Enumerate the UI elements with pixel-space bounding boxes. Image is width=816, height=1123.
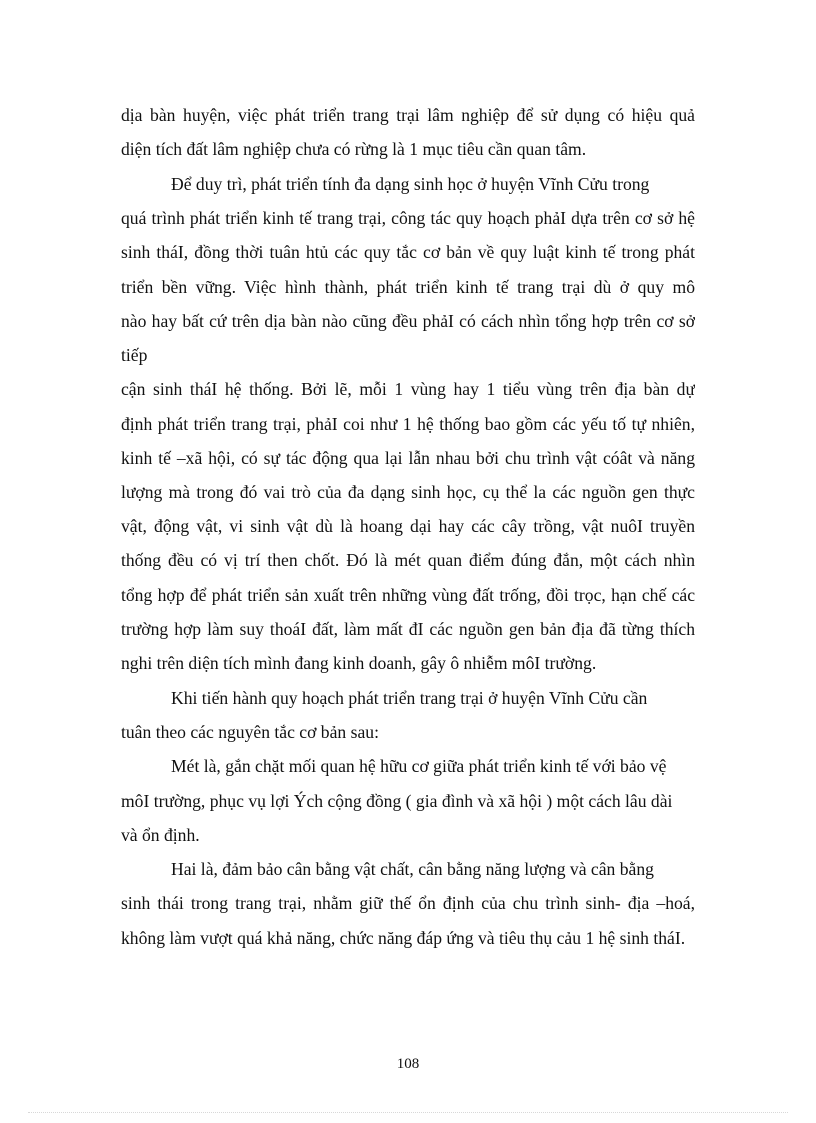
text-line: tổng hợp để phát triển sản xuất trên những vùng đất trống, đồi trọc, hạn chế các [121,585,695,605]
text-line: nghi trên diện tích mình đang kinh doanh, gây ô nhiễm môI trường. [121,653,597,673]
text-line: Khi tiến hành quy hoạch phát triển trang trại ở huyện Vĩnh Cửu cần [171,688,648,708]
text-line: sinh tháI, đồng thời tuân htủ các quy tắc cơ bản về quy luật kinh tế trong phát [121,242,695,262]
text-line: Mét là, gắn chặt mối quan hệ hữu cơ giữa phát triển kinh tế với bảo vệ [171,756,667,776]
text-line: Để duy trì, phát triển tính đa dạng sinh học ở huyện Vĩnh Cửu trong [171,174,650,194]
text-line: không làm vượt quá khả năng, chức năng đáp ứng và tiêu thụ cảu 1 hệ sinh tháI. [121,928,686,948]
text-line: thống đều có vị trí then chốt. Đó là mét quan điểm đúng đắn, một cách nhìn [121,550,695,570]
text-line: kinh tế –xã hội, có sự tác động qua lại lẫn nhau bởi chu trình vật cóât và năng [121,448,695,468]
text-line: lượng mà trong đó vai trò của đa dạng sinh học, cụ thể la các nguồn gen thực [121,482,695,502]
text-line: Hai là, đảm bảo cân bằng vật chất, cân bằng năng lượng và cân bằng [171,859,654,879]
text-line: định phát triển trang trại, phảI coi như 1 hệ thống bao gồm các yếu tố tự nhiên, [121,414,695,434]
text-line: sinh thái trong trang trại, nhằm giữ thế ổn định của chu trình sinh- địa –hoá, [121,893,695,913]
text-line: và ổn định. [121,825,200,845]
text-line: tiếp [121,345,148,365]
text-line: cận sinh tháI hệ thống. Bởi lẽ, mỗi 1 vùng hay 1 tiểu vùng trên địa bàn dự [121,379,695,399]
text-line: quá trình phát triển kinh tế trang trại, công tác quy hoạch phảI dựa trên cơ sở hệ [121,208,695,228]
text-line: tuân theo các nguyên tắc cơ bản sau: [121,722,379,742]
page-number: 108 [396,1056,420,1072]
bottom-divider [28,1112,788,1113]
text-line: trường hợp làm suy thoáI đất, làm mất đI các nguồn gen bản địa đã từng thích [121,619,695,639]
text-line: vật, động vật, vi sinh vật dù là hoang dại hay các cây trồng, vật nuôI truyền [121,516,695,536]
text-line: môI trường, phục vụ lợi Ých cộng đồng ( gia đình và xã hội ) một cách lâu dài [121,791,673,811]
text-line: triển bền vững. Việc hình thành, phát triển kinh tế trang trại dù ở quy mô [121,277,695,297]
text-line: diện tích đất lâm nghiệp chưa có rừng là 1 mục tiêu cần quan tâm. [121,139,587,159]
text-line: dịa bàn huyện, việc phát triển trang trại lâm nghiệp để sử dụng có hiệu quả [121,105,695,125]
text-line: nào hay bất cứ trên dịa bàn nào cũng đều phảI có cách nhìn tổng hợp trên cơ sở [121,311,695,331]
